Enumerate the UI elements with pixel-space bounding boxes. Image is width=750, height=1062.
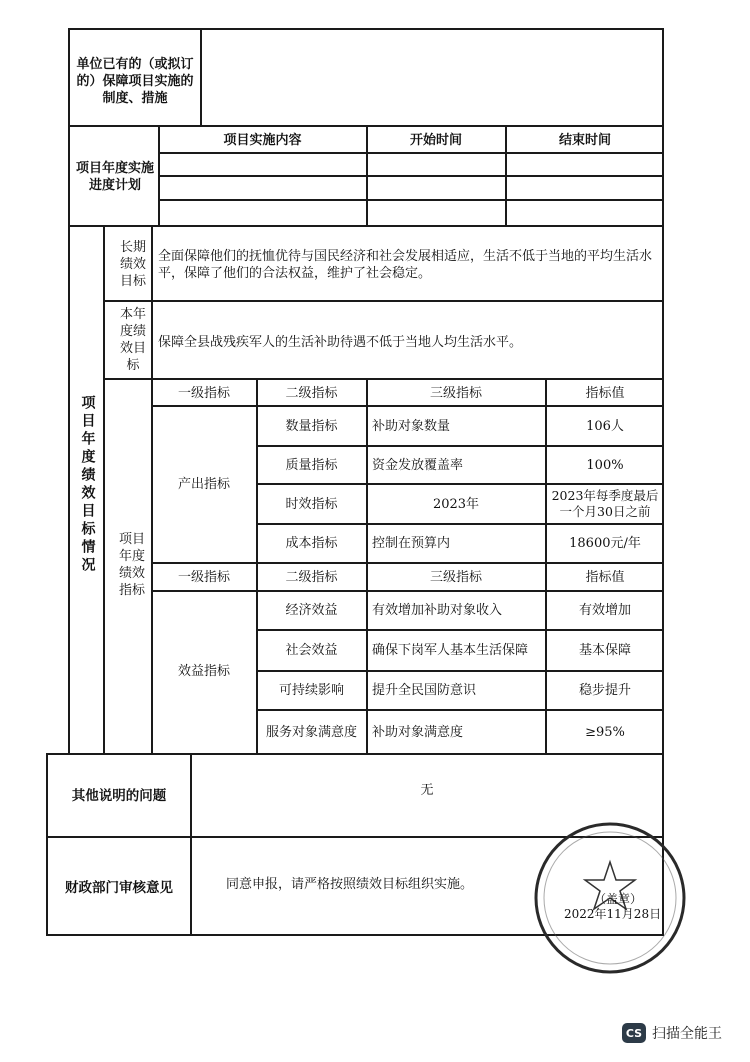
- goals-section-label: 项目年度绩效目标情况: [79, 395, 96, 575]
- benefit-row-3-value: 稳步提升: [578, 683, 631, 698]
- output-row-1-value: 106人: [586, 418, 624, 434]
- camscanner-logo-icon: CS: [622, 1023, 646, 1043]
- border-left-lower: [46, 754, 48, 936]
- output-row-3-l2: 时效指标: [285, 496, 338, 512]
- schedule-header-end: 结束时间: [558, 132, 611, 148]
- benefit-row-2-l2: 社会效益: [285, 643, 338, 658]
- divider-goals: [46, 753, 664, 755]
- benefit-row-1-l2: 经济效益: [285, 603, 338, 618]
- scanner-watermark: [622, 1022, 722, 1044]
- benefit-row-2-value: 基本保障: [578, 643, 631, 658]
- benefit-row-2-l3: 确保下岗军人基本生活保障: [372, 643, 529, 658]
- benefit-row-1-l3: 有效增加补助对象收入: [372, 603, 503, 618]
- output-row-2-l3: 资金发放覆盖率: [372, 457, 464, 473]
- benefit-row-4-l2: 服务对象满意度: [265, 724, 357, 740]
- output-row-1-l2: 数量指标: [285, 418, 338, 434]
- schedule-row-line-3: [158, 199, 664, 201]
- benefit-indicator-label: 效益指标: [177, 663, 230, 679]
- stamp-date: 2022年11月28日: [564, 907, 662, 921]
- header1-level2: 二级指标: [285, 385, 338, 401]
- long-term-label: 长期绩效目标: [119, 239, 146, 289]
- header1-level3: 三级指标: [429, 385, 482, 401]
- other-issues-label: 其他说明的问题: [71, 787, 167, 804]
- annual-label: 本年度绩效目标: [119, 307, 146, 373]
- divider-goals-v1: [103, 225, 105, 755]
- border-top: [70, 28, 664, 30]
- divider-finance-v: [190, 836, 192, 936]
- header2-level3: 三级指标: [429, 569, 482, 585]
- output-row-4-l2: 成本指标: [285, 536, 338, 551]
- schedule-header-content: 项目实施内容: [223, 132, 302, 148]
- benefit-row-3-l3: 提升全民国防意识: [372, 683, 477, 698]
- annual-text: 保障全县战残疾军人的生活补助待遇不低于当地人均生活水平。: [158, 334, 523, 350]
- schedule-label: 项目年度实施进度计划: [75, 161, 154, 193]
- finance-review-text: 同意申报，请严格按照绩效目标组织实施。: [226, 876, 474, 892]
- output-row-3-value: 2023年每季度最后一个月30日之前: [551, 488, 659, 519]
- header2-level2: 二级指标: [285, 569, 338, 585]
- benefit-row-1-value: 有效增加: [578, 603, 631, 618]
- finance-review-label: 财政部门审核意见: [65, 879, 173, 896]
- benefit-row-4-value: ≥95%: [585, 724, 625, 740]
- header2-level1: 一级指标: [177, 569, 230, 585]
- output-row-2-l2: 质量指标: [285, 457, 338, 473]
- indicators-label: 项目年度绩效指标: [118, 532, 145, 598]
- header1-level1: 一级指标: [177, 385, 230, 401]
- output-row-4-value: 18600元/年: [569, 536, 641, 551]
- divider-annual: [103, 378, 664, 380]
- output-row-4-l3: 控制在预算内: [372, 536, 451, 551]
- benefit-row-4-l3: 补助对象满意度: [372, 724, 464, 740]
- border-left-upper: [68, 28, 70, 754]
- schedule-row-line-1: [158, 152, 664, 154]
- output-row-2-value: 100%: [586, 457, 624, 473]
- schedule-row-line-2: [158, 175, 664, 177]
- watermark-text: 扫描全能王: [652, 1026, 722, 1042]
- output-indicator-label: 产出指标: [177, 476, 230, 492]
- output-row-1-l3: 补助对象数量: [372, 418, 451, 434]
- other-issues-text: 无: [420, 782, 434, 798]
- header1-value: 指标值: [585, 385, 625, 401]
- divider-longterm: [103, 300, 664, 302]
- schedule-header-start: 开始时间: [409, 132, 462, 148]
- output-row-3-l3: 2023年: [432, 496, 480, 512]
- divider-measures-v: [200, 28, 202, 127]
- header2-value: 指标值: [585, 569, 625, 585]
- stamp-note: （盖章）: [594, 892, 643, 906]
- benefit-row-3-l2: 可持续影响: [278, 683, 344, 698]
- measures-label: 单位已有的（或拟订的）保障项目实施的制度、措施: [76, 56, 194, 106]
- long-term-text: 全面保障他们的抚恤优待与国民经济和社会发展相适应，生活不低于当地的平均生活水平，保障了他们的合法权益，维护了社会稳定。: [158, 249, 653, 281]
